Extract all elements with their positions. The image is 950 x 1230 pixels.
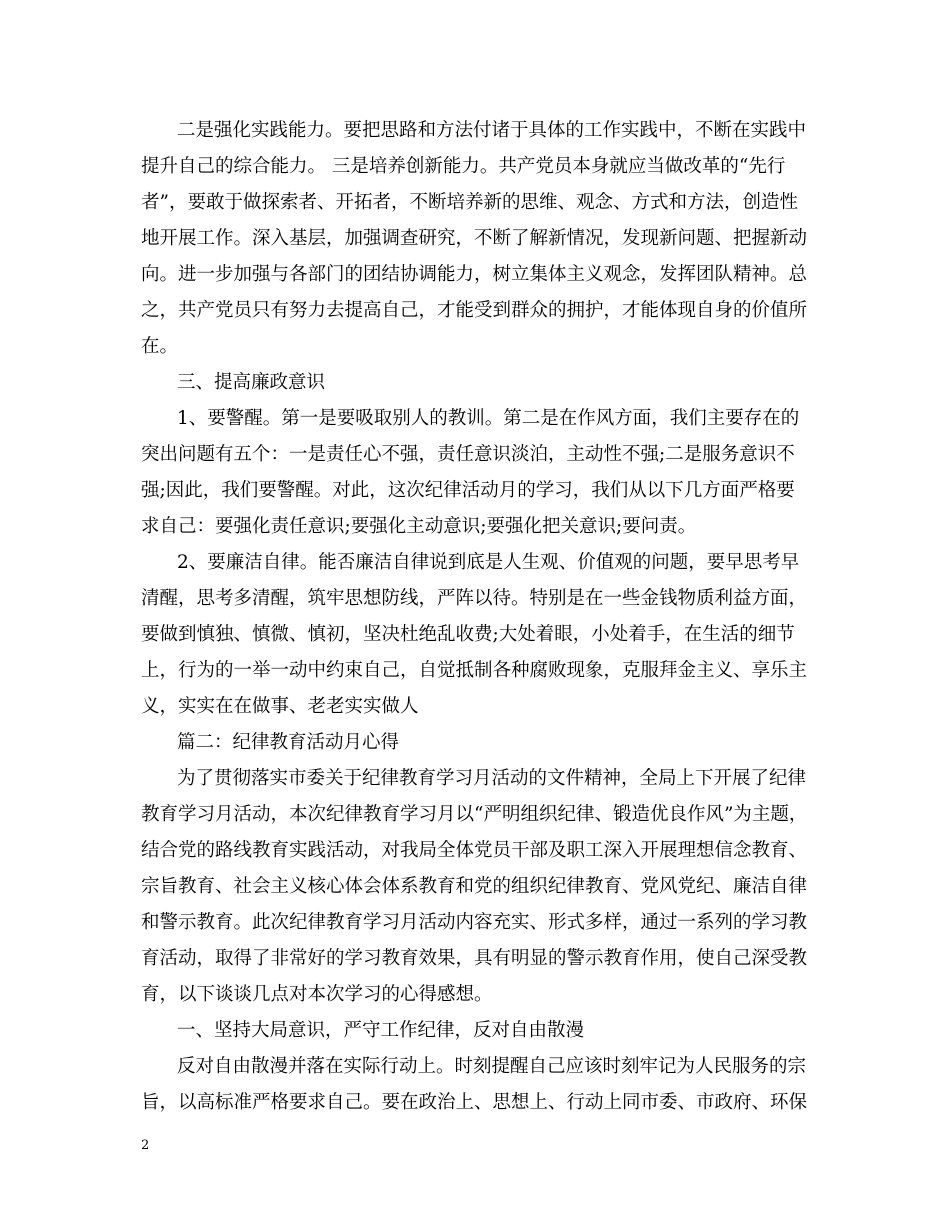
text-line: 旨，以高标准严格要求自己。要在政治上、思想上、行动上同市委、市政府、环保 <box>141 1092 808 1113</box>
text-line: 地开展工作。深入基层，加强调查研究，不断了解新情况，发现新问题、把握新动 <box>141 228 808 249</box>
text-line: 反对自由散漫并落在实际行动上。时刻提醒自己应该时刻牢记为人民服务的宗 <box>177 1056 807 1077</box>
text-line: 育，以下谈谈几点对本次学习的心得感想。 <box>141 984 493 1005</box>
text-line: 在。 <box>141 336 179 357</box>
article-heading: 篇二：纪律教育活动月心得 <box>177 732 400 753</box>
text-line: 者”，要敢于做探索者、开拓者，不断培养新的思维、观念、方式和方法，创造性 <box>141 192 798 213</box>
text-line: 2、要廉洁自律。能否廉洁自律说到底是人生观、价值观的问题，要早思考早 <box>177 552 800 573</box>
text-line: 宗旨教育、社会主义核心体会体系教育和党的组织纪律教育、党风党纪、廉洁自律 <box>141 876 808 897</box>
text-line: 突出问题有五个：一是责任心不强，责任意识淡泊，主动性不强;二是服务意识不 <box>141 444 795 465</box>
text-line: 1、要警醒。第一是要吸取别人的教训。第二是在作风方面，我们主要存在的 <box>177 408 800 429</box>
text-line: 二是强化实践能力。要把思路和方法付诸于具体的工作实践中，不断在实践中 <box>177 120 807 141</box>
text-line: 教育学习月活动，本次纪律教育学习月以“严明组织纪律、锻造优良作风”为主题， <box>141 804 808 825</box>
text-line: 要做到慎独、慎微、慎初，坚决杜绝乱收费;大处着眼，小处着手，在生活的细节 <box>141 624 795 645</box>
text-line: 义，实实在在做事、老老实实做人 <box>141 696 419 717</box>
text-line: 育活动，取得了非常好的学习教育效果，具有明显的警示教育作用，使自己深受教 <box>141 948 808 969</box>
text-line: 之，共产党员只有努力去提高自己，才能受到群众的拥护，才能体现自身的价值所 <box>141 300 808 321</box>
page-number: 2 <box>141 1138 150 1153</box>
text-line: 上，行为的一举一动中约束自己，自觉抵制各种腐败现象，克服拜金主义、享乐主 <box>141 660 808 681</box>
text-line: 为了贯彻落实市委关于纪律教育学习月活动的文件精神，全局上下开展了纪律 <box>177 768 807 789</box>
text-line: 强;因此，我们要警醒。对此，这次纪律活动月的学习，我们从以下几方面严格要 <box>141 480 795 501</box>
text-line: 和警示教育。此次纪律教育学习月活动内容充实、形式多样，通过一系列的学习教 <box>141 912 808 933</box>
section-heading: 一、坚持大局意识，严守工作纪律，反对自由散漫 <box>177 1020 585 1041</box>
section-heading: 三、提高廉政意识 <box>177 372 326 393</box>
text-line: 提升自己的综合能力。 三是培养创新能力。共产党员本身就应当做改革的“先行 <box>141 156 786 177</box>
text-line: 清醒，思考多清醒，筑牢思想防线，严阵以待。特别是在一些金钱物质利益方面， <box>141 588 808 609</box>
text-line: 向。进一步加强与各部门的团结协调能力，树立集体主义观念，发挥团队精神。总 <box>141 264 808 285</box>
text-line: 求自己：要强化责任意识;要强化主动意识;要强化把关意识;要问责。 <box>141 516 697 537</box>
text-line: 结合党的路线教育实践活动，对我局全体党员干部及职工深入开展理想信念教育、 <box>141 840 808 861</box>
